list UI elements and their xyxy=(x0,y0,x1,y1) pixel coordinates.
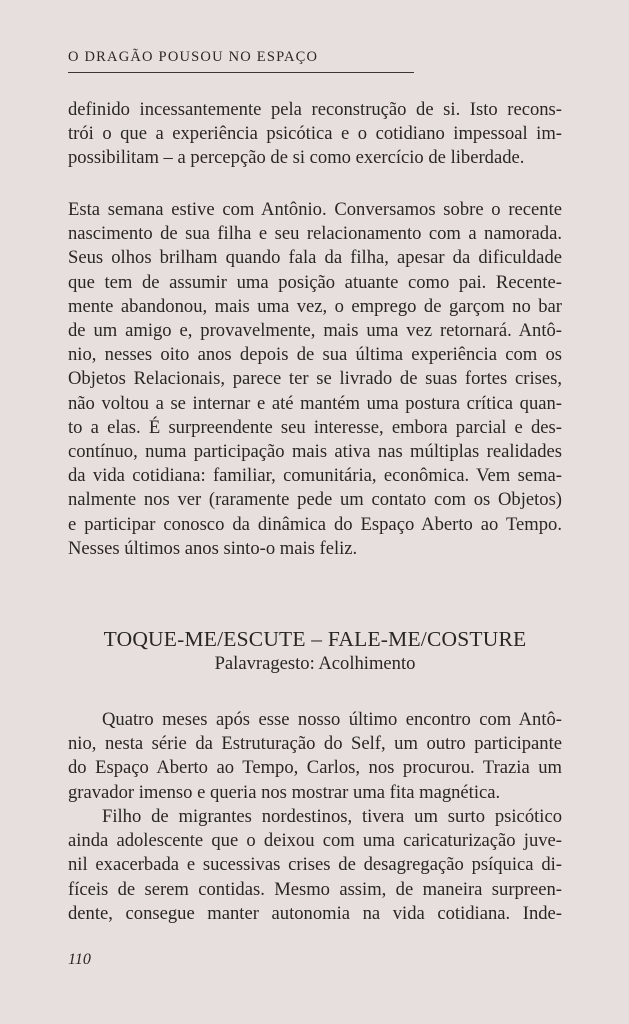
paragraph-antonio xyxy=(68,198,562,561)
text-line: nio, nesta série da Estruturação do Self, um outro participante xyxy=(68,733,562,755)
text-line: do Espaço Aberto ao Tempo, Carlos, nos procurou. Trazia um xyxy=(68,757,562,779)
text-line: to a elas. É surpreendente seu interesse, embora parcial e des- xyxy=(68,416,562,438)
text-line: nil exacerbada e sucessivas crises de desagregação psíquica di- xyxy=(68,854,562,876)
text-line: fíceis de serem contidas. Mesmo assim, de maneira surpreen- xyxy=(68,878,562,900)
text-line: Quatro meses após esse nosso último encontro com Antô- xyxy=(102,709,562,730)
running-head-rule xyxy=(68,72,414,73)
section-subtitle: Palavragesto: Acolhimento xyxy=(214,653,416,674)
text-line: que tem de assumir uma posição atuante como pai. Recente- xyxy=(68,271,562,293)
text-line: Esta semana estive com Antônio. Conversamos sobre o recente xyxy=(68,199,562,220)
paragraph-continuation xyxy=(68,98,562,171)
text-line: de um amigo e, provavelmente, mais uma vez retornará. Antô- xyxy=(68,320,562,342)
text-line: mente abandonou, mais uma vez, o emprego de garçom no bar xyxy=(68,295,562,317)
text-line: definido incessantemente pela reconstrução de si. Isto recons- xyxy=(68,99,562,120)
section-title: TOQUE-ME/ESCUTE – FALE-ME/COSTURE xyxy=(103,627,527,651)
running-head: O DRAGÃO POUSOU NO ESPAÇO xyxy=(68,49,319,65)
text-line: e participar conosco da dinâmica do Espaço Aberto ao Tempo. xyxy=(68,513,562,535)
paragraph-carlos-background xyxy=(68,805,562,926)
text-line: trói o que a experiência psicótica e o cotidiano impessoal im- xyxy=(68,123,562,145)
text-line: possibilitam – a percepção de si como exercício de liberdade. xyxy=(68,147,525,169)
text-line: nalmente nos ver (raramente pede um contato com os Objetos) xyxy=(68,489,562,511)
text-line: Filho de migrantes nordestinos, tivera um surto psicótico xyxy=(102,806,562,827)
text-line: Seus olhos brilham quando fala da filha, apesar da dificuldade xyxy=(68,247,562,269)
text-line: Nesses últimos anos sinto-o mais feliz. xyxy=(68,537,358,559)
text-line: não voltou a se internar e até mantém uma postura crítica quan- xyxy=(68,392,562,414)
page-number: 110 xyxy=(68,951,91,968)
text-line: nio, nesses oito anos depois de sua última experiência com os xyxy=(68,344,562,366)
text-line: ainda adolescente que o deixou com uma caricaturização juve- xyxy=(68,830,562,852)
text-line: da vida cotidiana: familiar, comunitária, econômica. Vem sema- xyxy=(68,465,562,487)
paragraph-carlos-intro xyxy=(68,708,562,805)
text-line: Objetos Relacionais, parece ter se livrado de suas fortes crises, xyxy=(68,368,562,390)
text-line: contínuo, numa participação mais ativa nas múltiplas realidades xyxy=(68,441,562,463)
text-line: nascimento de sua filha e seu relacionamento com a namorada. xyxy=(68,223,562,245)
text-line: dente, consegue manter autonomia na vida cotidiana. Inde- xyxy=(68,902,562,924)
text-line: gravador imenso e queria nos mostrar uma fita magnética. xyxy=(68,781,501,803)
